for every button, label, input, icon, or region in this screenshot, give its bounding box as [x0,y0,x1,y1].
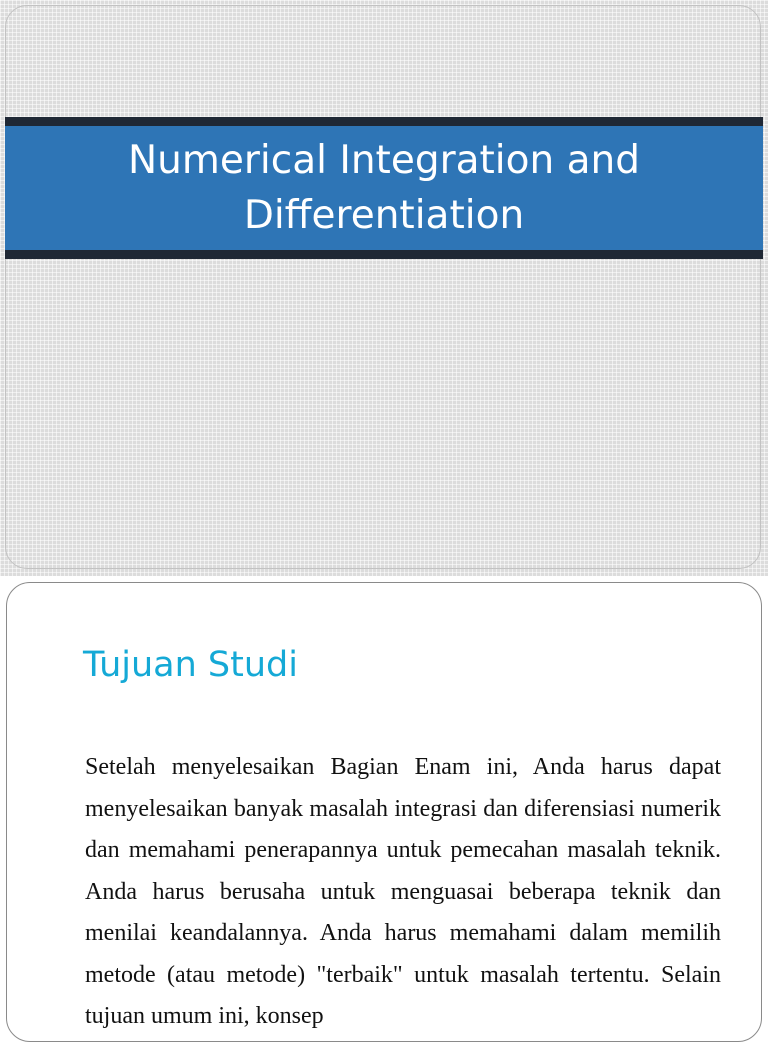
body-paragraph: Setelah menyelesaikan Bagian Enam ini, Anda harus dapat menyelesaikan banyak masalah integrasi dan diferensiasi numerik dan memahami penerapannya untuk pemecahan masalah teknik. Anda harus berusaha untuk menguasai beberapa teknik dan menilai keandalannya. Anda harus memahami dalam memilih metode (atau metode) "terbaik" untuk masalah tertentu. Selain tujuan umum ini, konsep [85,754,721,1029]
section-heading: Tujuan Studi [83,645,298,685]
slide-title: Numerical Integration and Differentiation [128,138,640,238]
content-slide [6,582,762,1042]
slide-frame [5,5,761,569]
title-band [5,117,763,259]
